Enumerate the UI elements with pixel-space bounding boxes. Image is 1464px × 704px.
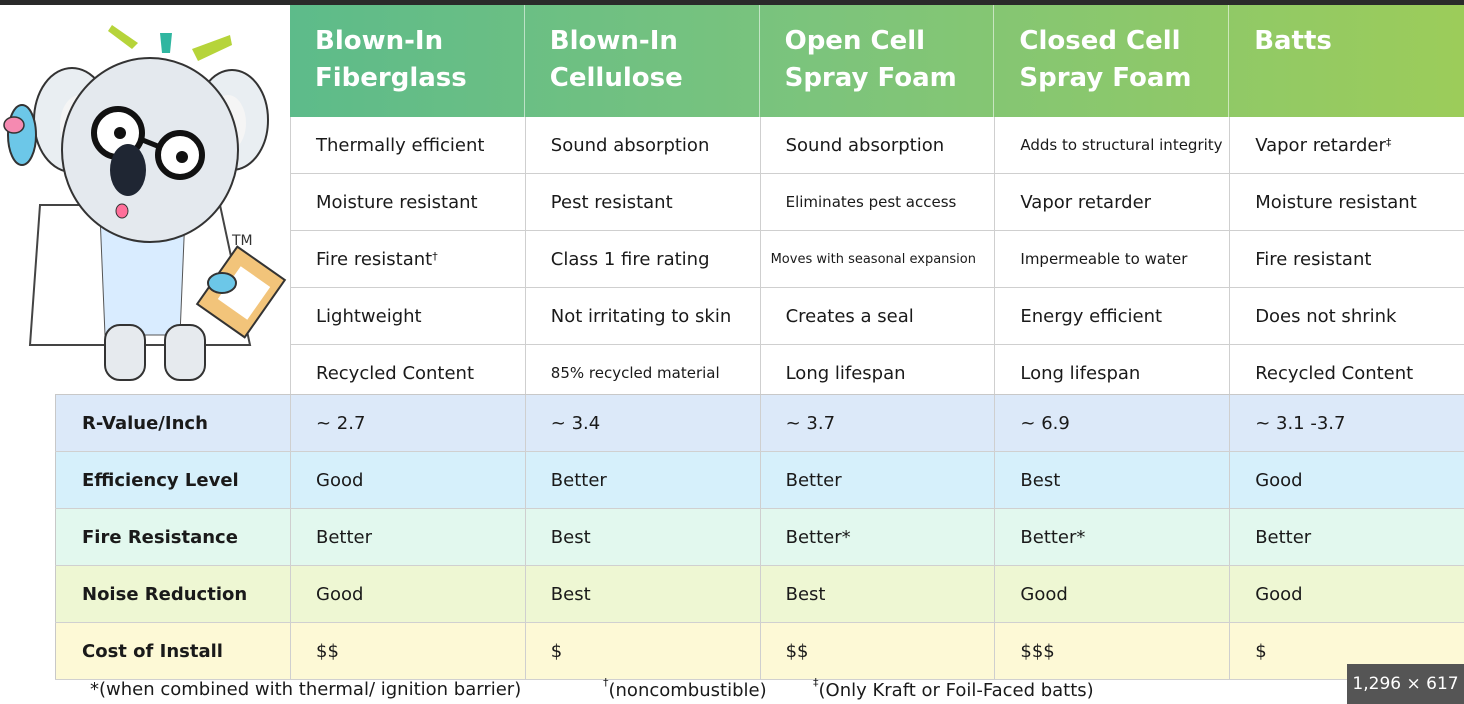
header-line: Blown-In xyxy=(315,26,444,56)
footnote-text: (noncombustible) xyxy=(608,680,767,701)
metric-value: Better* xyxy=(994,509,1229,565)
feature-cell xyxy=(760,117,995,173)
header-line: Open Cell xyxy=(784,26,926,56)
feature-cell xyxy=(525,174,760,230)
feature-row xyxy=(290,230,1464,287)
metric-value: $$$ xyxy=(994,623,1229,679)
feature-text: Long lifespan xyxy=(1020,362,1141,384)
metric-label: Fire Resistance xyxy=(55,509,290,565)
double-dagger-mark: ‡ xyxy=(813,676,819,689)
feature-cell xyxy=(290,345,525,401)
metric-value: Best xyxy=(994,452,1229,508)
feature-cell xyxy=(994,174,1229,230)
header-line: Spray Foam xyxy=(784,63,957,93)
feature-cell xyxy=(760,231,995,287)
metric-value: Better* xyxy=(760,509,995,565)
header-line: Cellulose xyxy=(549,63,683,93)
feature-text: Moisture resistant xyxy=(316,191,478,213)
feature-row xyxy=(290,117,1464,173)
feature-text: Class 1 fire rating xyxy=(550,248,710,270)
metric-value: $ xyxy=(1229,623,1464,679)
feature-text: Sound absorption xyxy=(550,134,710,156)
metric-value: Good xyxy=(1229,566,1464,622)
feature-text: Recycled Content xyxy=(1255,362,1414,384)
feature-text: Sound absorption xyxy=(785,134,945,156)
feature-text: Fire resistant xyxy=(316,248,433,270)
metric-value: Better xyxy=(525,452,760,508)
feature-cell xyxy=(994,345,1229,401)
feature-cell xyxy=(994,117,1229,173)
feature-text: Eliminates pest access xyxy=(785,193,957,211)
metric-value: Best xyxy=(760,566,995,622)
header-line: Blown-In xyxy=(549,26,678,56)
feature-text: Moves with seasonal expansion xyxy=(770,251,976,267)
feature-cell xyxy=(1229,117,1464,173)
metric-value: Better xyxy=(290,509,525,565)
image-size-badge: 1,296 × 617 xyxy=(1347,664,1464,704)
metric-row-fire-resistance xyxy=(55,509,1464,566)
feature-text: Long lifespan xyxy=(785,362,906,384)
metric-value: Good xyxy=(1229,452,1464,508)
feature-text: Does not shrink xyxy=(1255,305,1397,327)
feature-cell xyxy=(760,288,995,344)
footnotes xyxy=(0,677,1464,704)
feature-cell xyxy=(1229,174,1464,230)
metric-value: ~ 3.7 xyxy=(760,395,995,451)
feature-cell xyxy=(290,288,525,344)
header-closed-cell-spray-foam xyxy=(994,5,1229,117)
feature-text: Moisture resistant xyxy=(1255,191,1417,213)
double-dagger-mark: ‡ xyxy=(1385,135,1392,149)
feature-cell xyxy=(760,174,995,230)
footnote-double-dagger xyxy=(813,676,1094,701)
feature-cell xyxy=(290,174,525,230)
metric-value: ~ 3.4 xyxy=(525,395,760,451)
metric-value: Good xyxy=(290,452,525,508)
dagger-mark: † xyxy=(432,249,438,263)
header-line: Spray Foam xyxy=(1019,63,1192,93)
feature-row xyxy=(290,287,1464,344)
footnote-dagger xyxy=(603,676,767,701)
feature-row xyxy=(290,173,1464,230)
metric-value: Better xyxy=(760,452,995,508)
header-line: Batts xyxy=(1254,26,1332,56)
metric-value: ~ 2.7 xyxy=(290,395,525,451)
feature-text: 85% recycled material xyxy=(550,364,720,382)
metric-value: ~ 6.9 xyxy=(994,395,1229,451)
header-blown-in-fiberglass xyxy=(290,5,525,117)
header-batts xyxy=(1229,5,1464,117)
metric-value: Best xyxy=(525,509,760,565)
feature-text: Energy efficient xyxy=(1020,305,1163,327)
metrics-table xyxy=(55,394,1464,680)
feature-row xyxy=(290,344,1464,401)
footnote-text: (Only Kraft or Foil-Faced batts) xyxy=(818,680,1094,701)
metric-value: $ xyxy=(525,623,760,679)
metric-label: Noise Reduction xyxy=(55,566,290,622)
feature-text: Creates a seal xyxy=(785,305,914,327)
feature-cell xyxy=(994,231,1229,287)
feature-cell xyxy=(994,288,1229,344)
metric-label: R-Value/Inch xyxy=(55,395,290,451)
feature-cell xyxy=(525,231,760,287)
feature-cell xyxy=(290,231,525,287)
metric-row-noise-reduction xyxy=(55,566,1464,623)
metric-row-r-value xyxy=(55,395,1464,452)
feature-cell xyxy=(1229,231,1464,287)
header-line: Fiberglass xyxy=(315,63,467,93)
feature-cell xyxy=(1229,288,1464,344)
feature-text: Not irritating to skin xyxy=(550,305,732,327)
header-row xyxy=(290,5,1464,117)
metric-value: $$ xyxy=(290,623,525,679)
metric-value: Good xyxy=(994,566,1229,622)
feature-text: Recycled Content xyxy=(316,362,475,384)
metric-row-cost xyxy=(55,623,1464,680)
feature-text: Thermally efficient xyxy=(316,134,485,156)
feature-cell xyxy=(290,117,525,173)
metric-value: $$ xyxy=(760,623,995,679)
feature-cell xyxy=(525,288,760,344)
feature-text: Adds to structural integrity xyxy=(1020,136,1223,154)
feature-text: Vapor retarder xyxy=(1020,191,1152,213)
feature-text: Vapor retarder xyxy=(1255,134,1386,156)
dagger-mark: † xyxy=(603,676,609,689)
feature-text: Lightweight xyxy=(316,305,422,327)
metric-row-efficiency xyxy=(55,452,1464,509)
feature-cell xyxy=(1229,345,1464,401)
header-blown-in-cellulose xyxy=(525,5,760,117)
feature-cell xyxy=(525,117,760,173)
feature-text: Impermeable to water xyxy=(1020,250,1188,268)
metric-value: Best xyxy=(525,566,760,622)
metric-value: ~ 3.1 -3.7 xyxy=(1229,395,1464,451)
feature-cell xyxy=(760,345,995,401)
footnote-asterisk: *(when combined with thermal/ ignition barrier) xyxy=(90,679,522,700)
metric-value: Better xyxy=(1229,509,1464,565)
feature-text: Pest resistant xyxy=(550,191,673,213)
feature-cell xyxy=(525,345,760,401)
features-table xyxy=(290,117,1464,401)
koala-scientist-icon xyxy=(0,5,290,400)
header-open-cell-spray-foam xyxy=(760,5,995,117)
header-line: Closed Cell xyxy=(1019,26,1181,56)
feature-text: Fire resistant xyxy=(1255,248,1372,270)
metric-label: Cost of Install xyxy=(55,623,290,679)
metric-label: Efficiency Level xyxy=(55,452,290,508)
metric-value: Good xyxy=(290,566,525,622)
trademark-label: TM xyxy=(232,233,253,249)
